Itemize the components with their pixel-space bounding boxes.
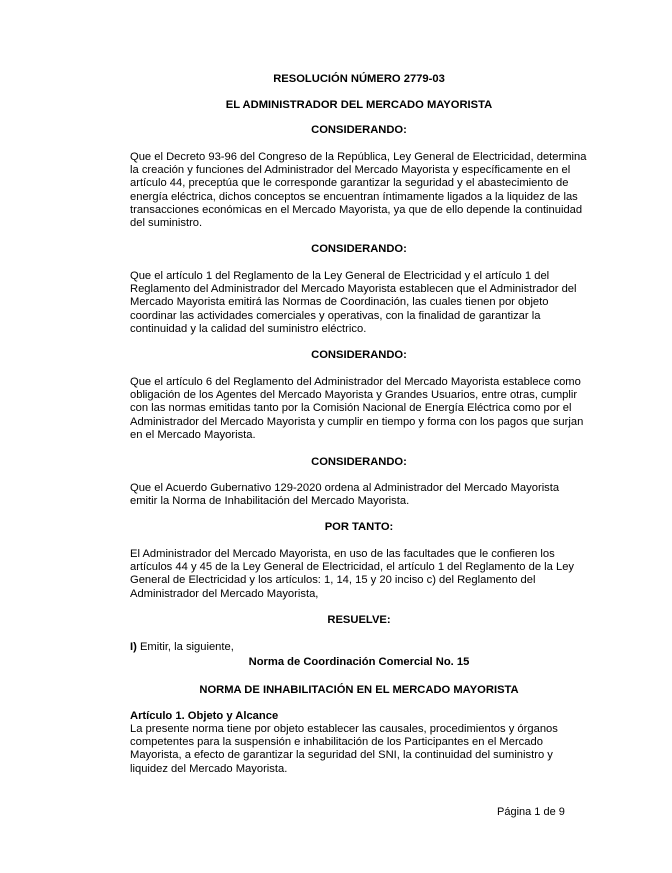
paragraph-line: Administrador del Mercado Mayorista,	[130, 587, 319, 600]
paragraph-line: energía eléctrica, dichos conceptos se encuentran íntimamente ligados a la liquidez de las	[130, 190, 578, 203]
paragraph-line: continuidad y la calidad del suministro eléctrico.	[130, 322, 367, 335]
paragraph-line: La presente norma tiene por objeto establecer las causales, procedimientos y órganos	[130, 723, 558, 735]
issuer-heading: EL ADMINISTRADOR DEL MERCADO MAYORISTA	[225, 99, 493, 111]
article-1-paragraph	[130, 723, 588, 776]
item-text: Emitir, la siguiente,	[136, 641, 234, 653]
paragraph-line: Que el artículo 1 del Reglamento de la Ley General de Electricidad y el artículo 1 del	[130, 270, 550, 282]
paragraph-line: Que el Acuerdo Gubernativo 129-2020 ordena al Administrador del Mercado Mayorista	[130, 482, 560, 494]
paragraph-line: obligación de los Agentes del Mercado Mayorista y Grandes Usuarios, entre otras, cumplir	[130, 389, 578, 402]
paragraph-line: competentes para la suspensión e inhabilitación de los Participantes en el Mercado	[130, 736, 543, 749]
considerando-heading-3: CONSIDERANDO:	[311, 349, 407, 361]
por-tanto-paragraph	[130, 548, 588, 601]
paragraph-line: Mercado Mayorista emitirá las Normas de Coordinación, las cuales tienen por objeto	[130, 296, 549, 309]
paragraph-line: con las normas emitidas tanto por la Comisión Nacional de Energía Eléctrica como por el	[130, 402, 572, 415]
paragraph-line: Que el artículo 6 del Reglamento del Administrador del Mercado Mayorista establece como	[130, 376, 581, 388]
resolution-title: RESOLUCIÓN NÚMERO 2779-03	[273, 73, 445, 85]
considerando-heading-1: CONSIDERANDO:	[311, 124, 407, 136]
considerando-heading-4: CONSIDERANDO:	[311, 456, 407, 468]
paragraph-line: El Administrador del Mercado Mayorista, en uso de las facultades que le confieren los	[130, 548, 555, 560]
resuelve-item	[130, 641, 588, 654]
paragraph-line: Reglamento del Administrador del Mercado Mayorista establecen que el Administrador del	[130, 283, 577, 296]
paragraph-line: transacciones económicas en el Mercado Mayorista, ya que de ello depende la continuidad	[130, 203, 583, 216]
paragraph-line: Que el Decreto 93-96 del Congreso de la República, Ley General de Electricidad, determina	[130, 151, 587, 163]
paragraph-line: la creación y funciones del Administrador del Mercado Mayorista y específicamente en el	[130, 164, 571, 177]
resuelve-heading: RESUELVE:	[327, 614, 391, 626]
paragraph-line: del suministro.	[130, 217, 203, 230]
paragraph-line: liquidez del Mercado Mayorista.	[130, 762, 288, 775]
considerando-paragraph-2	[130, 270, 588, 336]
paragraph-line: emitir la Norma de Inhabilitación del Mercado Mayorista.	[130, 495, 410, 508]
norma-coordinacion-title: Norma de Coordinación Comercial No. 15	[248, 656, 470, 668]
considerando-paragraph-3	[130, 376, 588, 442]
paragraph-line: en el Mercado Mayorista.	[130, 428, 256, 441]
considerando-heading-2: CONSIDERANDO:	[311, 243, 407, 255]
considerando-paragraph-1	[130, 151, 588, 230]
norma-name-heading: NORMA DE INHABILITACIÓN EN EL MERCADO MAYORISTA	[199, 684, 519, 696]
paragraph-line: artículos 44 y 45 de la Ley General de Electricidad, el artículo 1 del Reglamento de la Ley	[130, 561, 575, 574]
paragraph-line: artículo 44, preceptúa que le corresponde garantizar la seguridad y el abastecimiento de	[130, 177, 569, 190]
paragraph-line: Administrador del Mercado Mayorista y cumplir en tiempo y forma con los pagos que surjan	[130, 415, 584, 428]
page-number: Página 1 de 9	[497, 806, 565, 818]
paragraph-line: General de Electricidad y los artículos: 1, 14, 15 y 20 inciso c) del Reglamento del	[130, 574, 536, 587]
paragraph-line: coordinar las actividades comerciales y operativas, con la finalidad de garantizar la	[130, 309, 541, 322]
paragraph-line: Mayorista, a efecto de garantizar la seguridad del SNI, la continuidad del suministro y	[130, 749, 553, 762]
item-marker: I)	[130, 641, 137, 653]
por-tanto-heading: POR TANTO:	[324, 521, 394, 533]
article-1-title: Artículo 1. Objeto y Alcance	[130, 710, 279, 722]
considerando-paragraph-4	[130, 482, 588, 508]
